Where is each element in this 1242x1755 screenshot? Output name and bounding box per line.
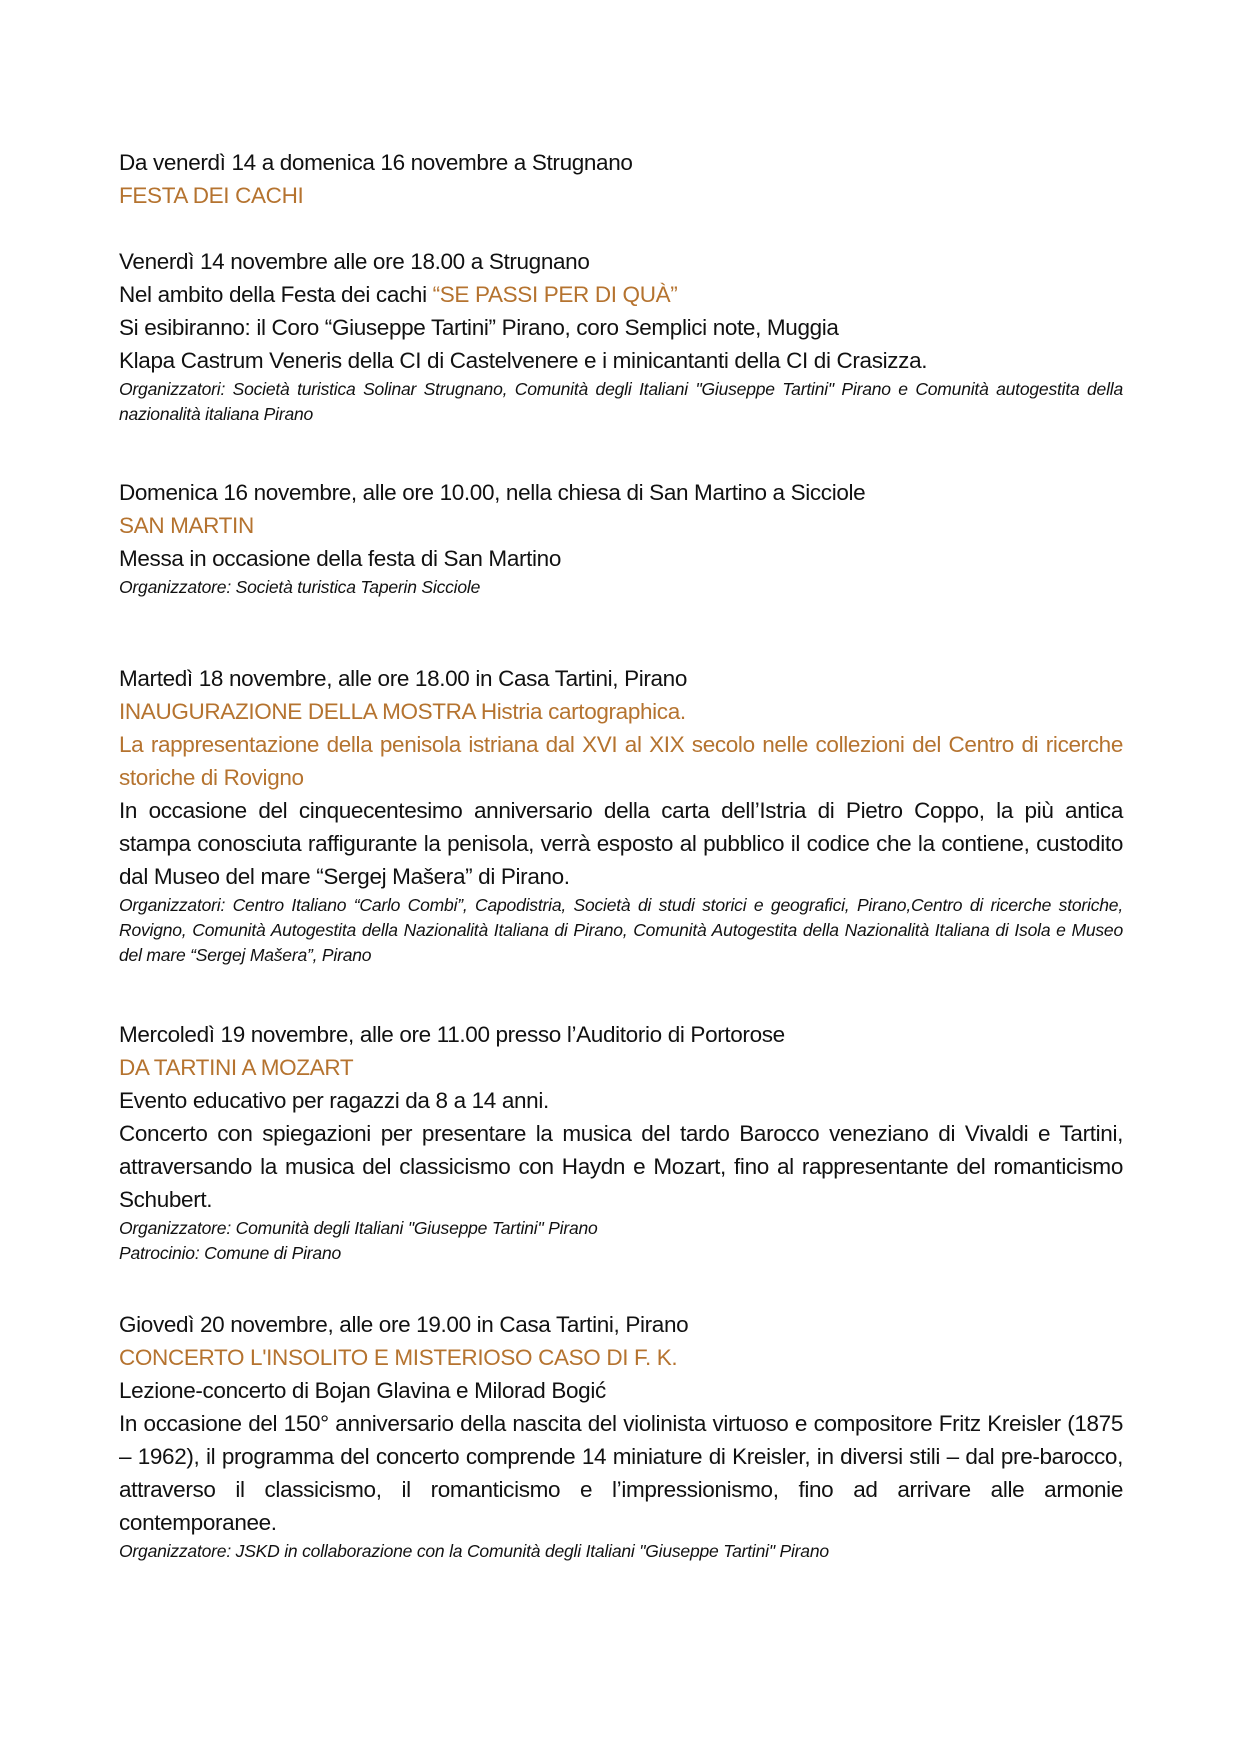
event-title: CONCERTO L'INSOLITO E MISTERIOSO CASO DI F. K. [119,1345,678,1370]
event-organizers: Organizzatori: Società turistica Solinar Strugnano, Comunità degli Italiani "Giuseppe Tartini" Pirano e Comunità autogestita della nazionalità italiana Pirano [119,379,1123,424]
event-detail: Messa in occasione della festa di San Martino [119,546,561,571]
event-se-passi-per-di-qua [119,245,1123,427]
event-description: Concerto con spiegazioni per presentare la musica del tardo Barocco veneziano di Vivaldi e Tartini, attraversando la musica del classicismo con Haydn e Mozart, fino al rappresentante del romanticismo Schubert. [119,1121,1123,1212]
event-date: Domenica 16 novembre, alle ore 10.00, nella chiesa di San Martino a Sicciole [119,480,866,505]
event-title: FESTA DEI CACHI [119,183,304,208]
event-histria-cartographica [119,662,1123,968]
event-date: Da venerdì 14 a domenica 16 novembre a Strugnano [119,150,633,175]
event-intro: Nel ambito della Festa dei cachi [119,282,433,307]
event-date: Giovedì 20 novembre, alle ore 19.00 in Casa Tartini, Pirano [119,1312,689,1337]
event-organizers: Organizzatore: Comunità degli Italiani "Giuseppe Tartini" Pirano [119,1218,598,1238]
event-organizers: Organizzatore: JSKD in collaborazione con la Comunità degli Italiani "Giuseppe Tartini" Pirano [119,1541,829,1561]
event-san-martin [119,476,1123,600]
event-concerto-fk [119,1308,1123,1564]
event-intro-line [119,278,1123,311]
event-description: In occasione del 150° anniversario della nascita del violinista virtuoso e compositore Fritz Kreisler (1875 – 1962), il programma del concerto comprende 14 miniature di Kreisler, in diversi stili – dal pre-barocco, attraverso il classicismo, il romanticismo e l’impressionismo, fino ad arrivare alle armonie contemporanee. [119,1411,1123,1535]
event-title: “SE PASSI PER DI QUÀ” [432,282,678,307]
event-detail: Klapa Castrum Veneris della CI di Castelvenere e i minicantanti della CI di Crasizza. [119,348,928,373]
event-description: In occasione del cinquecentesimo anniversario della carta dell’Istria di Pietro Coppo, la più antica stampa conosciuta raffigurante la penisola, verrà esposto al pubblico il codice che la contiene, custodito dal Museo del mare “Sergej Mašera” di Pirano. [119,798,1123,889]
event-title: DA TARTINI A MOZART [119,1055,354,1080]
event-date: Martedì 18 novembre, alle ore 18.00 in Casa Tartini, Pirano [119,666,688,691]
event-title: INAUGURAZIONE DELLA MOSTRA Histria cartographica. [119,699,686,724]
event-date: Mercoledì 19 novembre, alle ore 11.00 presso l’Auditorio di Portorose [119,1022,785,1047]
event-detail: Lezione-concerto di Bojan Glavina e Milorad Bogić [119,1378,606,1403]
event-patronage: Patrocinio: Comune di Pirano [119,1243,342,1263]
event-organizers: Organizzatori: Centro Italiano “Carlo Combi”, Capodistria, Società di studi storici e geografici, Pirano,Centro di ricerche storiche, Rovigno, Comunità Autogestita della Nazionalità Italiana di Pirano, Comunità Autogestita della Nazionalità Italiana di Isola e Museo del mare “Sergej Mašera”, Pirano [119,895,1123,965]
event-subtitle: La rappresentazione della penisola istriana dal XVI al XIX secolo nelle collezioni del Centro di ricerche storiche di Rovigno [119,732,1123,790]
event-detail: Evento educativo per ragazzi da 8 a 14 anni. [119,1088,549,1113]
event-festa-dei-cachi [119,146,1123,212]
event-date: Venerdì 14 novembre alle ore 18.00 a Strugnano [119,249,590,274]
event-title: SAN MARTIN [119,513,254,538]
event-organizers: Organizzatore: Società turistica Taperin Sicciole [119,577,481,597]
event-da-tartini-a-mozart [119,1018,1123,1266]
event-detail: Si esibiranno: il Coro “Giuseppe Tartini” Pirano, coro Semplici note, Muggia [119,315,839,340]
